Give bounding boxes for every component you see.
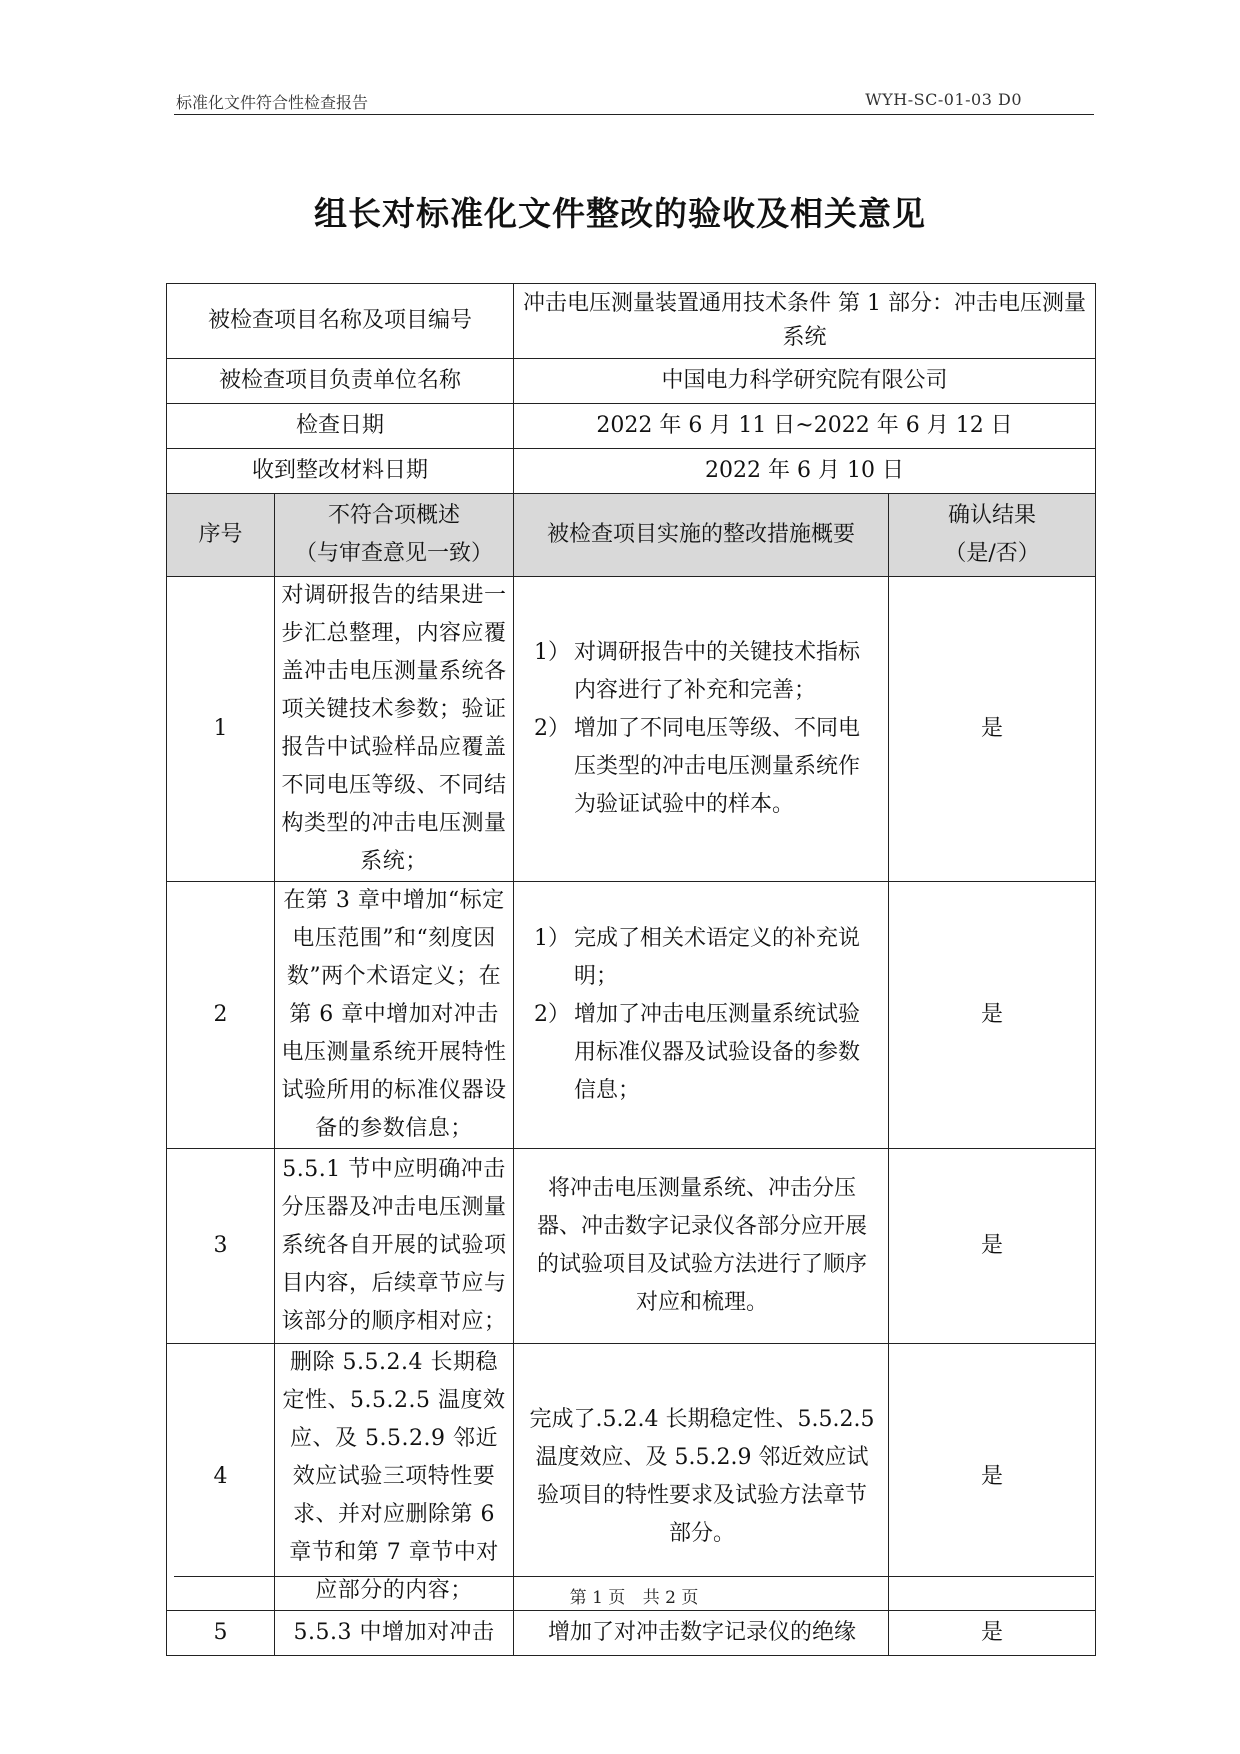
measures-cell: [514, 882, 889, 1149]
table-row: [167, 1611, 1096, 1656]
info-value: 中国电力科学研究院有限公司: [514, 359, 1096, 404]
measures-cell: 完成了.5.2.4 长期稳定性、5.5.2.5 温度效应、及 5.5.2.9 邻近效应试验项目的特性要求及试验方法章节部分。: [514, 1344, 889, 1611]
measures-list: [528, 920, 876, 1110]
info-value: 2022 年 6 月 11 日~2022 年 6 月 12 日: [514, 404, 1096, 449]
row-number: 5: [167, 1611, 275, 1656]
info-label: 被检查项目负责单位名称: [167, 359, 514, 404]
nonconformity-cell: 对调研报告的结果进一步汇总整理，内容应覆盖冲击电压测量系统各项关键技术参数；验证报告中试验样品应覆盖不同电压等级、不同结构类型的冲击电压测量系统；: [275, 577, 514, 882]
measure-item: [528, 634, 876, 710]
measures-cell: 将冲击电压测量系统、冲击分压器、冲击数字记录仪各部分应开展的试验项目及试验方法进行了顺序对应和梳理。: [514, 1149, 889, 1344]
page-number: [174, 1583, 1094, 1608]
measure-text: 完成了相关术语定义的补充说明；: [574, 926, 861, 989]
measure-number: 2）: [534, 1002, 571, 1027]
info-row: [167, 284, 1096, 359]
row-number: 2: [167, 882, 275, 1149]
measures-cell: 增加了对冲击数字记录仪的绝缘: [514, 1611, 889, 1656]
info-row: [167, 449, 1096, 494]
measure-number: 1）: [534, 640, 571, 665]
measures-list: [528, 634, 876, 824]
info-row: [167, 404, 1096, 449]
table-row: [167, 882, 1096, 1149]
col-header-nonconformity: [275, 494, 514, 577]
measure-item: [528, 996, 876, 1110]
measure-item: [528, 920, 876, 996]
confirm-cell: 是: [889, 577, 1096, 882]
page-header: [174, 88, 1094, 115]
col-header-nonconformity-line2: （与审查意见一致）: [295, 541, 494, 566]
header-doc-name: 标准化文件符合性检查报告: [176, 93, 369, 112]
measures-cell: [514, 577, 889, 882]
confirm-cell: 是: [889, 1149, 1096, 1344]
info-label: 收到整改材料日期: [167, 449, 514, 494]
col-header-nonconformity-line1: 不符合项概述: [328, 503, 461, 528]
table-row: [167, 1149, 1096, 1344]
header-doc-code: WYH-SC-01-03 D0: [865, 90, 1022, 109]
info-value: 2022 年 6 月 10 日: [514, 449, 1096, 494]
row-number: 4: [167, 1344, 275, 1611]
confirm-cell: 是: [889, 882, 1096, 1149]
nonconformity-cell: 删除 5.5.2.4 长期稳定性、5.5.2.5 温度效应、及 5.5.2.9 邻近效应试验三项特性要求、并对应删除第 6 章节和第 7 章节中对应部分的内容；: [275, 1344, 514, 1611]
nonconformity-cell: 5.5.3 中增加对冲击: [275, 1611, 514, 1656]
col-header-confirm-line2: （是/否）: [944, 541, 1040, 566]
measure-item: [528, 710, 876, 824]
acceptance-table: [166, 283, 1096, 1656]
info-label: 检查日期: [167, 404, 514, 449]
measure-number: 2）: [534, 716, 571, 741]
row-number: 3: [167, 1149, 275, 1344]
measure-text: 增加了不同电压等级、不同电压类型的冲击电压测量系统作为验证试验中的样本。: [574, 716, 861, 817]
page-current: 第 1 页: [569, 1588, 626, 1608]
table-row: [167, 577, 1096, 882]
measure-number: 1）: [534, 926, 571, 951]
col-header-confirm: [889, 494, 1096, 577]
info-label: 被检查项目名称及项目编号: [167, 284, 514, 359]
page-footer: [174, 1576, 1094, 1608]
nonconformity-cell: 5.5.1 节中应明确冲击分压器及冲击电压测量系统各自开展的试验项目内容，后续章节应与该部分的顺序相对应；: [275, 1149, 514, 1344]
col-header-no: 序号: [167, 494, 275, 577]
column-header-row: [167, 494, 1096, 577]
nonconformity-cell: 在第 3 章中增加“标定电压范围”和“刻度因数”两个术语定义；在第 6 章中增加对冲击电压测量系统开展特性试验所用的标准仪器设备的参数信息；: [275, 882, 514, 1149]
page-total: 共 2 页: [642, 1588, 699, 1608]
table-row: [167, 1344, 1096, 1611]
page-title: 组长对标准化文件整改的验收及相关意见: [314, 194, 926, 233]
measure-text: 增加了冲击电压测量系统试验用标准仪器及试验设备的参数信息；: [574, 1002, 861, 1103]
measure-text: 对调研报告中的关键技术指标内容进行了补充和完善；: [574, 640, 861, 703]
confirm-cell: 是: [889, 1344, 1096, 1611]
row-number: 1: [167, 577, 275, 882]
col-header-confirm-line1: 确认结果: [948, 503, 1037, 528]
col-header-measures: 被检查项目实施的整改措施概要: [514, 494, 889, 577]
confirm-cell: 是: [889, 1611, 1096, 1656]
info-row: [167, 359, 1096, 404]
info-value: 冲击电压测量装置通用技术条件 第 1 部分：冲击电压测量系统: [514, 284, 1096, 359]
